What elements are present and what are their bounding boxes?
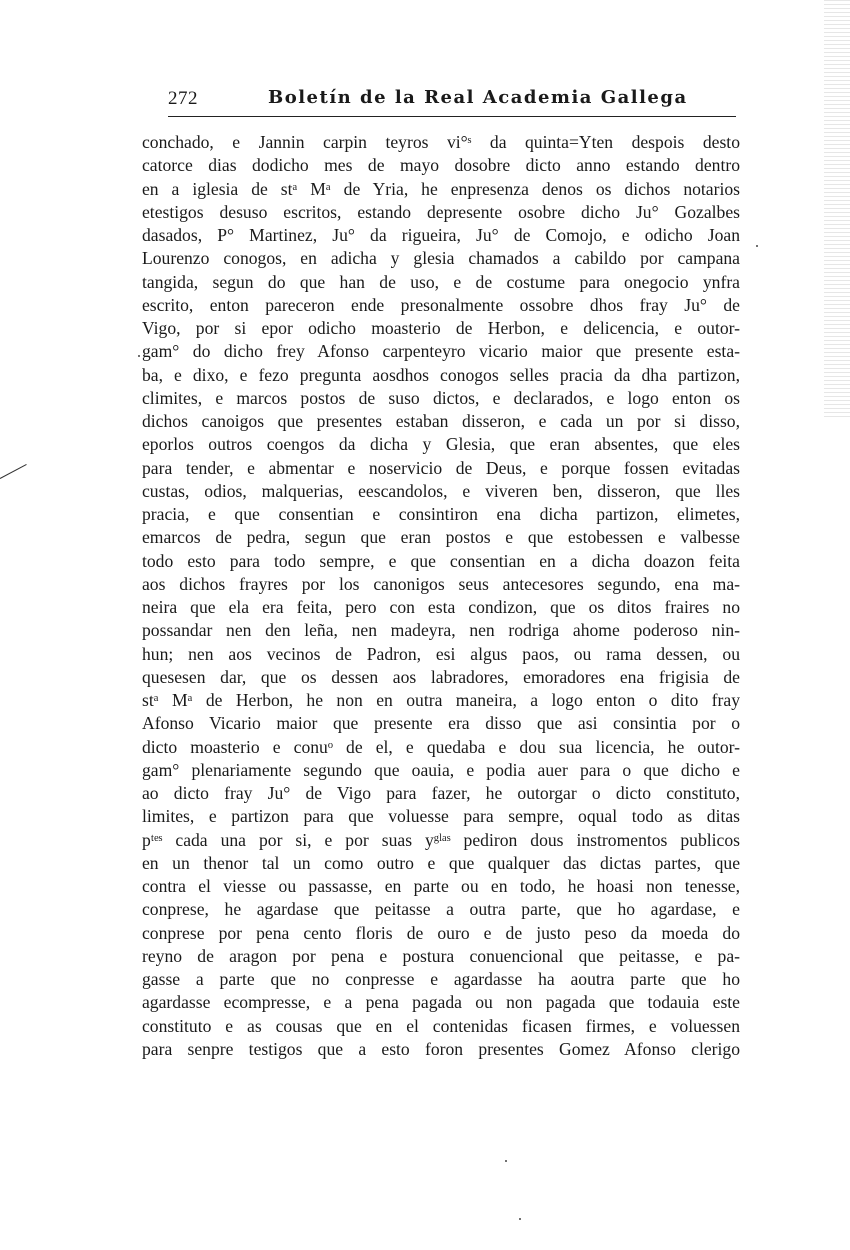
text-line: ao dicto fray Ju° de Vigo para fazer, he outorgar o dicto constituto, (142, 783, 740, 803)
text-line: catorce dias dodicho mes de mayo dosobre dicto anno estando dentro (142, 155, 740, 176)
stray-ink-mark (0, 464, 27, 479)
text-line: Lourenzo conogos, en adicha y glesia chamados a cabildo por campana (142, 248, 740, 269)
text-line: emarcos de pedra, segun que eran postos e que estobessen e valbesse (142, 527, 740, 548)
text-line: tangida, segun do que han de uso, e de costume para onegocio ynfra (142, 271, 740, 292)
text-line: eporlos outros coengos da dicha y Glesia, que eran absentes, que eles (142, 434, 740, 455)
text-line: dasados, P° Martinez, Ju° da rigueira, Ju° de Comojo, e odicho Joan (142, 225, 740, 245)
text-line: stᵃ Mᵃ de Herbon, he non en outra maneira, a logo enton o dito fray (142, 690, 740, 710)
text-line: todo esto para todo sempre, e que consentian en a dicha doazon feita (142, 550, 740, 571)
text-line: conprese, he agardase que peitasse a outra parte, que ho agardase, e (142, 899, 740, 920)
page-header (168, 88, 736, 117)
text-line: gam° plenariamente segundo que oauia, e podia auer para o que dicho e (142, 759, 740, 780)
text-line: dicto moasterio e conuᵒ de el, e quedaba e dou sua licencia, he outor- (142, 736, 740, 757)
text-line: hun; nen aos vecinos de Padron, esi algus paos, ou rama dessen, ou (142, 643, 740, 664)
text-line: en a iglesia de stᵃ Mᵃ de Yria, he enpresenza denos os dichos notarios (142, 178, 740, 199)
text-line: constituto e as cousas que en el contenidas ficasen firmes, e voluessen (142, 1015, 740, 1036)
page-number: 272 (168, 88, 198, 109)
text-line: custas, odios, malquerias, eescandolos, e viveren ben, disseron, que lles (142, 480, 740, 501)
text-line: agardasse ecompresse, e a pena pagada ou non pagada que todauia este (142, 992, 740, 1013)
text-line: escrito, enton pareceron ende presonalmente ossobre dhos fray Ju° de (142, 294, 740, 315)
scan-edge-noise (824, 0, 850, 420)
text-line: pᵗᵉˢ cada una por si, e por suas yᵍˡᵃˢ pediron dous instromentos publicos (142, 829, 740, 850)
text-line: Afonso Vicario maior que presente era disso que asi consintia por o (142, 713, 740, 734)
body-text (142, 131, 740, 1061)
ink-speck (138, 355, 140, 357)
text-line: pracia, e que consentian e consintiron ena dicha partizon, elimetes, (142, 504, 740, 524)
text-line: quesesen dar, que os dessen aos labradores, emoradores ena frigisia de (142, 666, 740, 687)
ink-speck (505, 1160, 507, 1162)
text-line: ba, e dixo, e fezo pregunta aosdhos conogos selles pracia da dha partizon, (142, 364, 740, 385)
text-line: limites, e partizon para que voluesse para sempre, oqual todo as ditas (142, 806, 740, 827)
text-line: dichos canoigos que presentes estaban disseron, e cada un por si disso, (142, 411, 740, 431)
text-line: climites, e marcos postos de suso dictos, e declarados, e logo enton os (142, 387, 740, 408)
text-line: reyno de aragon por pena e postura conuencional que peitasse, e pa- (142, 945, 740, 966)
text-line: en un thenor tal un como outro e que qualquer das dictas partes, que (142, 852, 740, 873)
text-line: para tender, e abmentar e noservicio de Deus, e porque fossen evitadas (142, 457, 740, 478)
text-line: conchado, e Jannin carpin teyros vi°ˢ da quinta=Yten despois desto (142, 132, 740, 152)
ink-speck (519, 1218, 521, 1220)
text-line: possandar nen den leña, nen madeyra, nen rodriga ahome poderoso nin- (142, 620, 740, 641)
ink-speck (756, 245, 758, 247)
text-line: Vigo, por si epor odicho moasterio de Herbon, e delicencia, e outor- (142, 318, 740, 338)
text-line: gasse a parte que no conpresse e agardasse ha aoutra parte que ho (142, 969, 740, 989)
text-line: contra el viesse ou passasse, en parte ou en todo, he hoasi non tenesse, (142, 876, 740, 896)
text-line: gam° do dicho frey Afonso carpenteyro vicario maior que presente esta- (142, 341, 740, 362)
text-line: etestigos desuso escritos, estando depresente osobre dicho Ju° Gozalbes (142, 201, 740, 222)
text-line: conprese por pena cento floris de ouro e de justo peso da moeda do (142, 922, 740, 943)
text-line: para senpre testigos que a esto foron presentes Gomez Afonso clerigo (142, 1038, 740, 1059)
text-line: aos dichos frayres por los canonigos seus antecesores segundo, ena ma- (142, 573, 740, 594)
text-line: neira que ela era feita, pero con esta condizon, que os ditos fraires no (142, 597, 740, 617)
running-title: Boletín de la Real Academia Gallega (268, 87, 688, 108)
